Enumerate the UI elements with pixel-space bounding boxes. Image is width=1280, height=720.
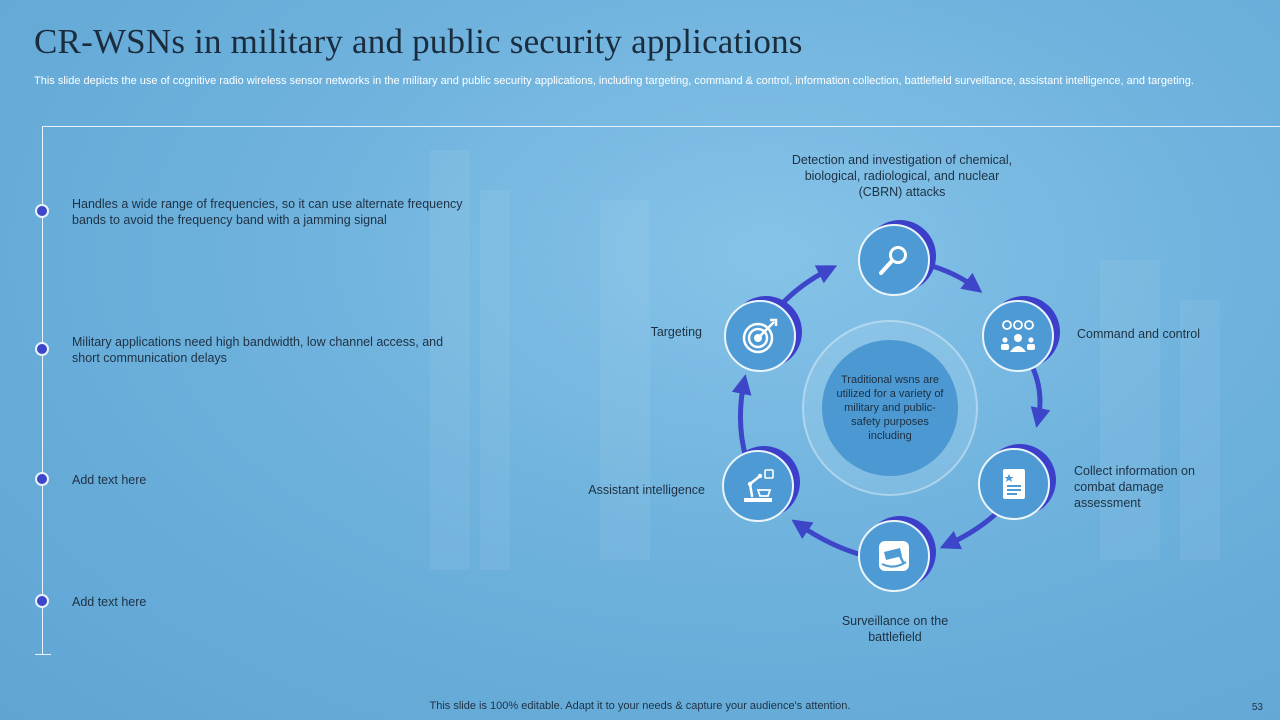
- node-label: Detection and investigation of chemical, biological, radiological, and nuclear (CBRN) attacks: [791, 153, 1013, 199]
- node-assistant-intelligence: [722, 450, 794, 522]
- robot-arm-icon: [738, 466, 778, 506]
- node-cbrn-detection: [858, 224, 930, 296]
- point-text: Military applications need high bandwidth, low channel access, and short communication delays: [72, 335, 444, 365]
- node-label: Command and control: [1077, 327, 1200, 341]
- node-label: Targeting: [650, 325, 702, 339]
- cycle-arrow: [740, 382, 746, 458]
- point-text: Handles a wide range of frequencies, so it can use alternate frequency bands to avoid the frequency band with a jamming signal: [72, 197, 463, 227]
- cycle-arrow: [798, 524, 862, 555]
- cycle-arrow: [1032, 366, 1040, 420]
- node-label: Surveillance on the battlefield: [841, 614, 949, 644]
- center-circle: [822, 340, 958, 476]
- node-command-control: [982, 300, 1054, 372]
- node-label: Assistant intelligence: [588, 483, 705, 497]
- magnifier-icon: [874, 240, 914, 280]
- clipboard-checklist-icon: [994, 464, 1034, 504]
- footer-note: This slide is 100% editable. Adapt it to your needs & capture your audience's attention.: [429, 700, 851, 712]
- node-label: Collect information on combat damage assessment: [1074, 464, 1195, 510]
- node-damage-assessment: [978, 448, 1050, 520]
- page-title: CR-WSNs in military and public security applications: [34, 22, 803, 61]
- target-arrow-icon: [740, 316, 780, 356]
- node-targeting: [724, 300, 796, 372]
- cctv-camera-icon: [874, 536, 914, 576]
- node-surveillance: [858, 520, 930, 592]
- page-number: 53: [1251, 702, 1263, 713]
- team-command-icon: [998, 316, 1038, 356]
- point-text: Add text here: [72, 595, 147, 609]
- center-text: Traditional wsns are utilized for a variety of military and public-safety purposes including: [836, 374, 944, 442]
- page-subtitle: This slide depicts the use of cognitive radio wireless sensor networks in the military and public security applications, including targeting, command & control, information collection, battlefield surveillance, assistant intelligence, and targeting.: [34, 75, 1194, 87]
- point-text: Add text here: [72, 473, 147, 487]
